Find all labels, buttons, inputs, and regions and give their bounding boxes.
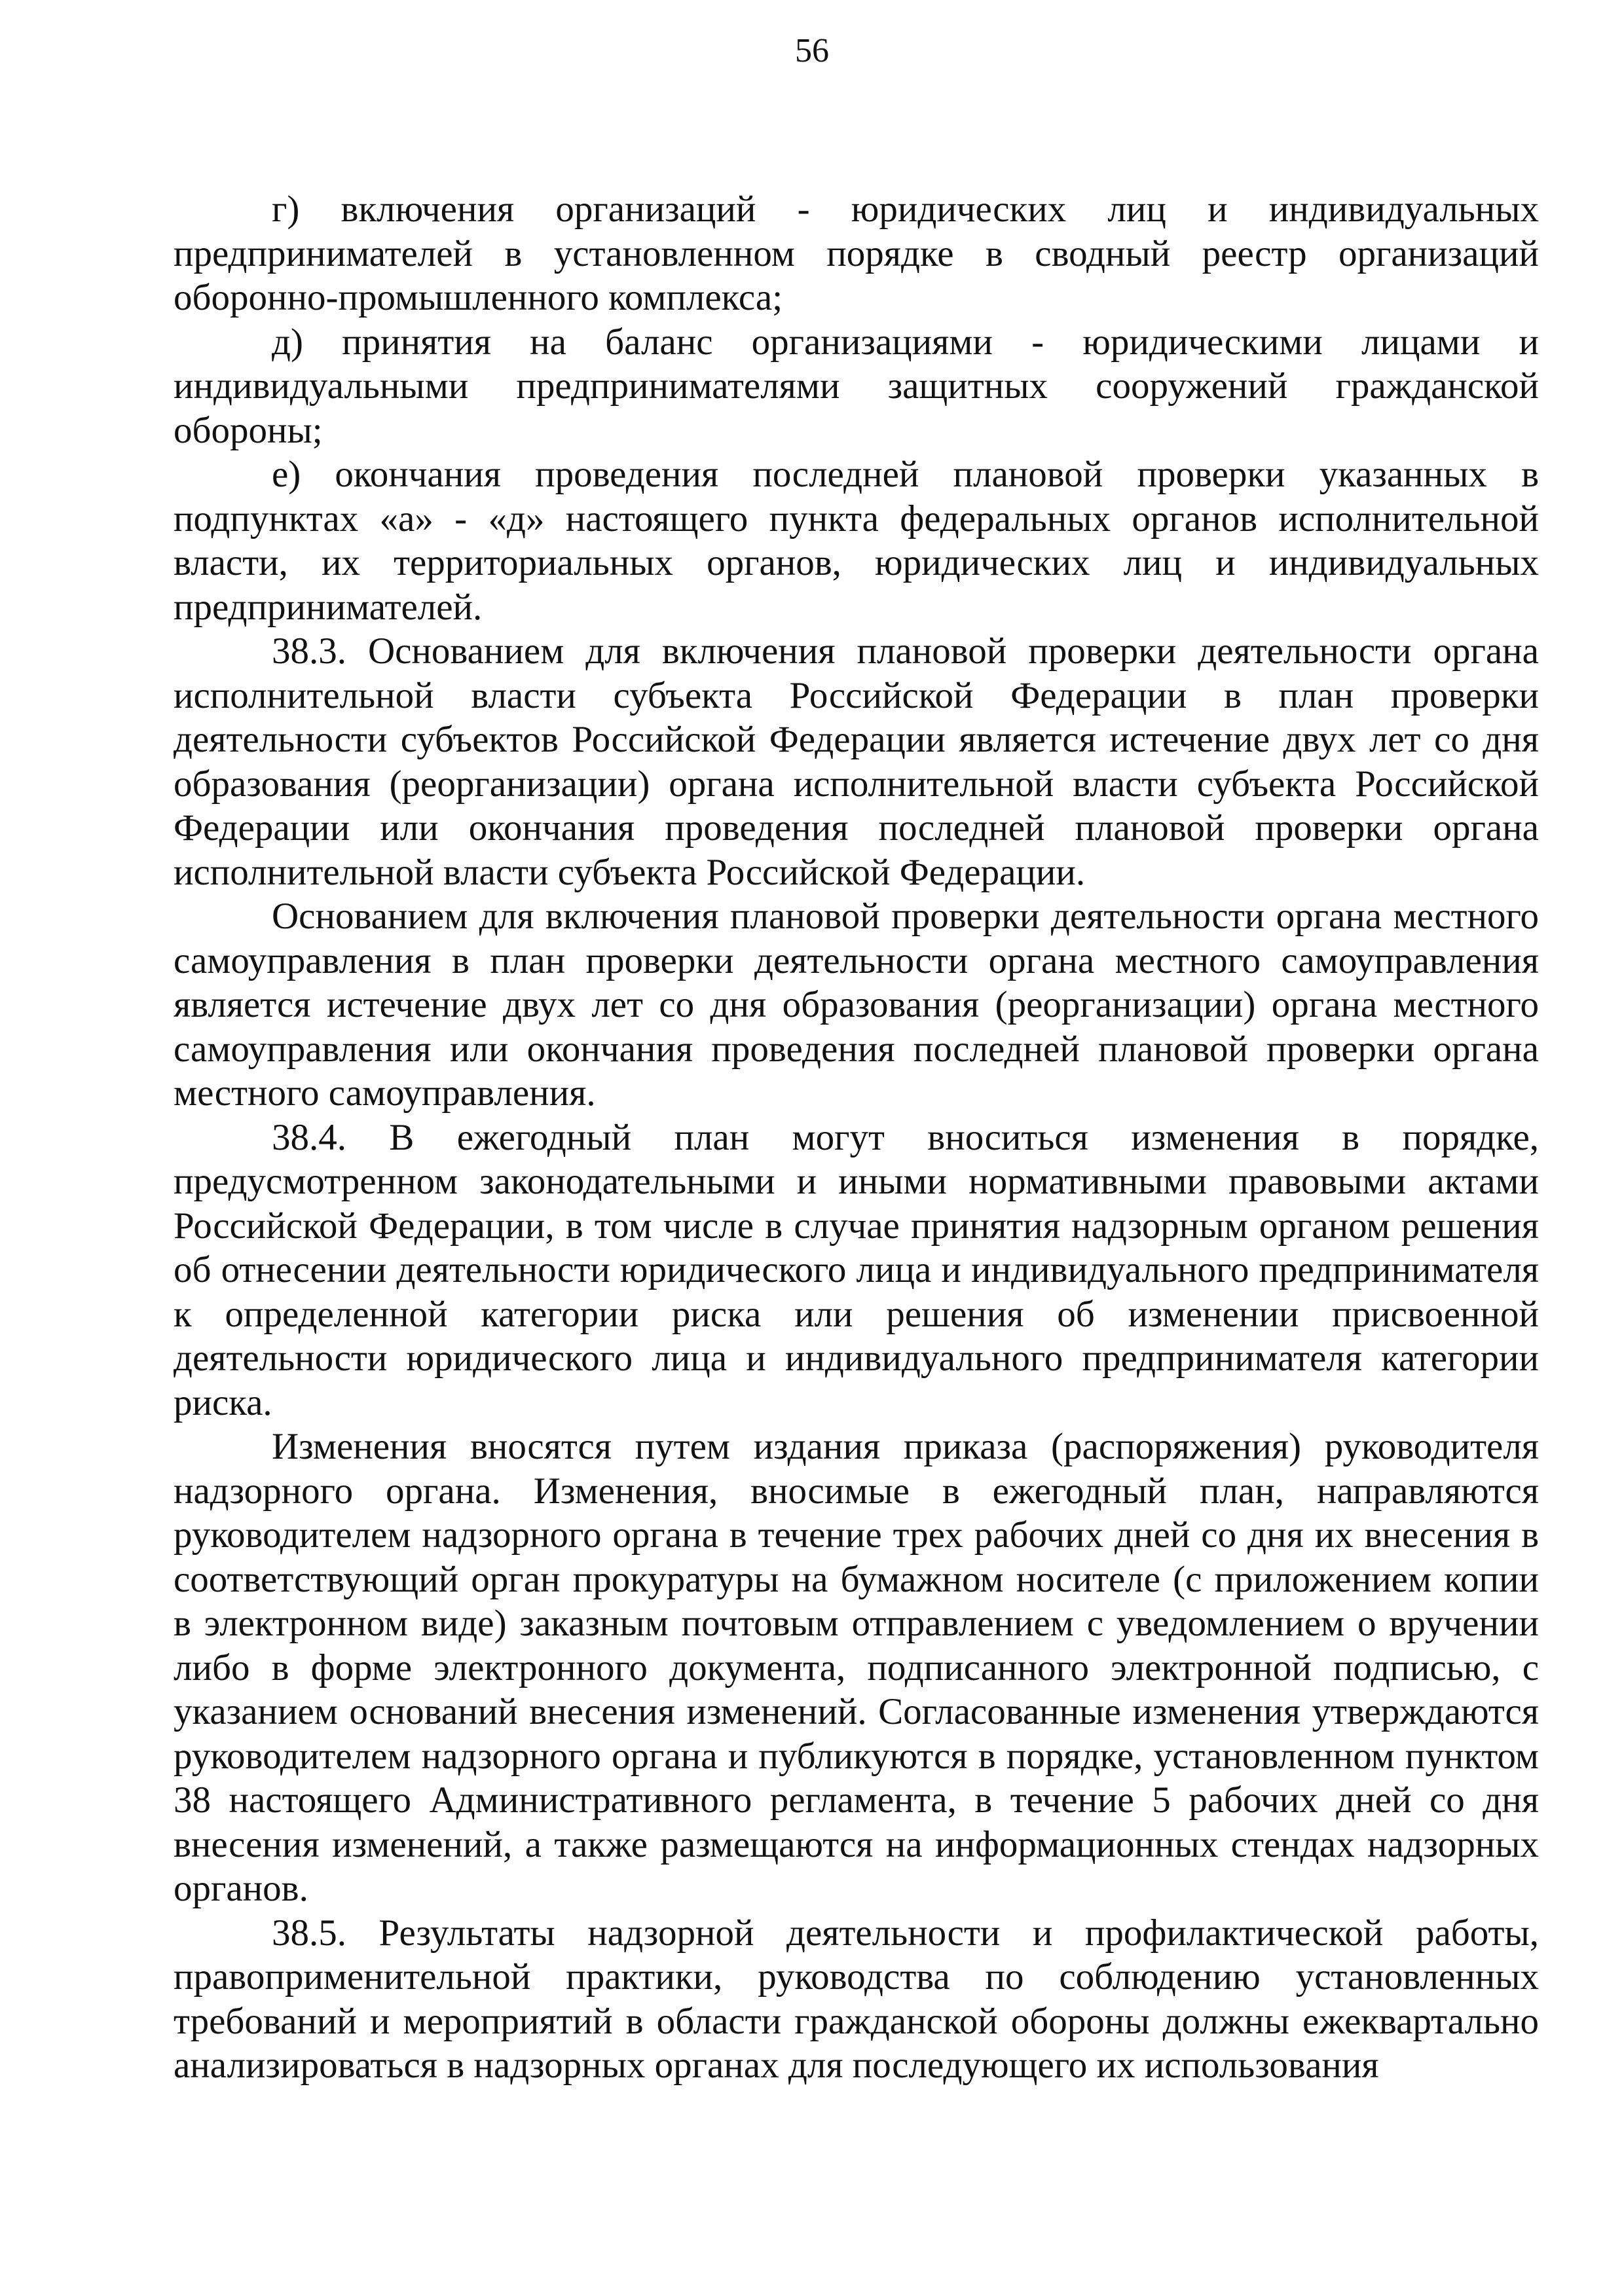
paragraph-38-4-changes: Изменения вносятся путем издания приказа (распоряжения) руководителя надзорного органа. Изменения, вносимые в ежегодный план, направляются руководителем надзорного органа в течение трех рабочих дней со дня их внесения в соответствующий орган прокуратуры на бумажном носителе (с приложением копии в электронном виде) заказным почтовым отправлением с уведомлением о вручении либо в форме электронного документа, подписанного электронной подписью, с указанием оснований внесения изменений. Согласованные изменения утверждаются руководителем надзорного органа и публикуются в порядке, установленном пунктом 38 настоящего Административного регламента, в течение 5 рабочих дней со дня внесения изменений, а также размещаются на информационных стендах надзорных органов.: [174, 1426, 1539, 1909]
paragraph-38-3-local-government: Основанием для включения плановой проверки деятельности органа местного самоуправления в план проверки деятельности органа местного самоуправления является истечение двух лет со дня образования (реорганизации) органа местного самоуправления или окончания проведения последней плановой проверки органа местного самоуправления.: [174, 896, 1539, 1114]
paragraph-item-e: е) окончания проведения последней плановой проверки указанных в подпунктах «а» - «д» настоящего пункта федеральных органов исполнительной власти, их территориальных органов, юридических лиц и индивидуальных предпринимателей.: [174, 454, 1539, 628]
document-body: [174, 187, 1539, 2088]
paragraph-38-5: 38.5. Результаты надзорной деятельности и профилактической работы, правоприменительной практики, руководства по соблюдению установленных требований и мероприятий в области гражданской обороны должны ежеквартально анализироваться в надзорных органах для последующего их использования: [174, 1912, 1539, 2086]
paragraph-item-g: г) включения организаций - юридических лиц и индивидуальных предпринимателей в установленном порядке в сводный реестр организаций оборонно-промышленного комплекса;: [174, 189, 1539, 318]
paragraph-38-3: 38.3. Основанием для включения плановой проверки деятельности органа исполнительной власти субъекта Российской Федерации в план проверки деятельности субъектов Российской Федерации является истечение двух лет со дня образования (реорганизации) органа исполнительной власти субъекта Российской Федерации или окончания проведения последней плановой проверки органа исполнительной власти субъекта Российской Федерации.: [174, 630, 1539, 893]
page-number: 56: [795, 32, 829, 69]
paragraph-38-4: 38.4. В ежегодный план могут вноситься изменения в порядке, предусмотренном законодательными и иными нормативными правовыми актами Российской Федерации, в том числе в случае принятия надзорным органом решения об отнесении деятельности юридического лица и индивидуального предпринимателя к определенной категории риска или решения об изменении присвоенной деятельности юридического лица и индивидуального предпринимателя категории риска.: [174, 1116, 1539, 1423]
paragraph-item-d: д) принятия на баланс организациями - юридическими лицами и индивидуальными предпринимателями защитных сооружений гражданской обороны;: [174, 321, 1539, 451]
